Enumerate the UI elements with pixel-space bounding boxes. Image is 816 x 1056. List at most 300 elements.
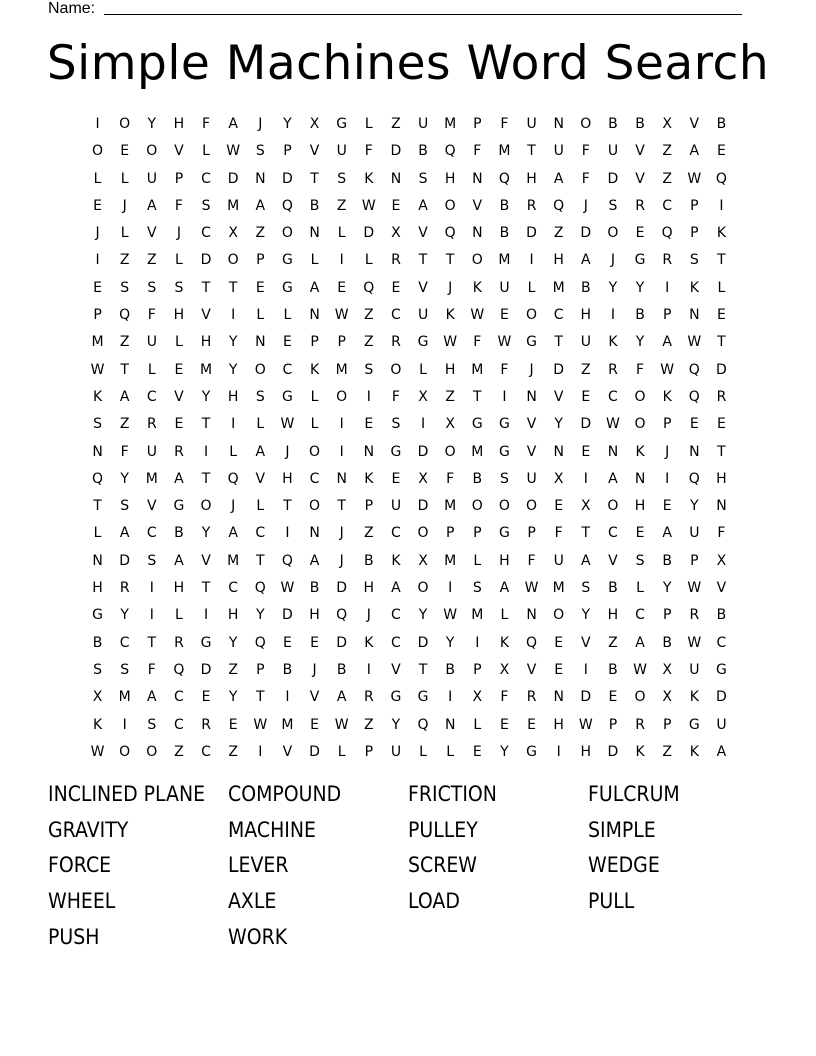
grid-letter: Z xyxy=(336,197,347,214)
grid-letter: N xyxy=(689,443,700,460)
grid-letter: P xyxy=(93,307,102,324)
grid-letter: H xyxy=(173,116,185,132)
grid-letter: F xyxy=(174,197,183,214)
grid-letter: J xyxy=(339,552,344,569)
grid-letter: I xyxy=(502,388,507,405)
grid-row xyxy=(84,469,735,496)
grid-letter: K xyxy=(364,470,374,487)
grid-letter: K xyxy=(689,279,699,296)
grid-letter: C xyxy=(146,525,157,542)
grid-letter: X xyxy=(309,116,320,132)
grid-letter: N xyxy=(255,334,266,351)
grid-letter: W xyxy=(361,197,376,214)
grid-letter: T xyxy=(93,498,102,515)
grid-letter: H xyxy=(444,361,456,378)
grid-letter: P xyxy=(174,170,184,187)
grid-letter: S xyxy=(418,170,428,187)
grid-letter: Z xyxy=(364,307,374,324)
word-list-item: FULCRUM xyxy=(588,782,680,806)
grid-letter: Q xyxy=(688,361,700,378)
grid-letter: P xyxy=(256,252,265,269)
grid-letter: V xyxy=(526,443,537,460)
grid-letter: D xyxy=(580,416,592,433)
grid-letter: W xyxy=(334,716,349,733)
grid-letter: O xyxy=(471,252,483,269)
grid-letter: P xyxy=(527,525,536,542)
grid-letter: E xyxy=(310,716,319,733)
grid-letter: U xyxy=(526,116,537,132)
grid-letter: A xyxy=(119,525,130,542)
grid-letter: K xyxy=(635,443,645,460)
grid-letter: O xyxy=(634,689,646,706)
grid-row xyxy=(84,687,735,714)
grid-letter: L xyxy=(527,279,536,296)
grid-letter: Z xyxy=(119,252,130,269)
word-list-item: FORCE xyxy=(48,853,112,878)
grid-letter: G xyxy=(200,634,212,651)
grid-letter: A xyxy=(553,170,564,187)
grid-letter: E xyxy=(93,197,102,214)
grid-letter: Z xyxy=(391,116,401,132)
grid-letter: K xyxy=(689,743,699,760)
grid-letter: O xyxy=(471,498,483,515)
grid-letter: F xyxy=(473,143,482,160)
grid-letter: U xyxy=(146,170,157,187)
grid-letter: Y xyxy=(120,607,129,624)
grid-letter: M xyxy=(227,197,240,214)
word-list-item: LOAD xyxy=(408,889,460,914)
grid-letter: K xyxy=(608,334,618,351)
grid-letter: B xyxy=(336,661,347,678)
grid-letter: Q xyxy=(498,170,510,187)
grid-letter: P xyxy=(690,225,699,242)
grid-letter: W xyxy=(334,307,349,324)
word-list-item: LEVER xyxy=(228,853,289,878)
grid-letter: W xyxy=(687,634,702,651)
grid-letter: K xyxy=(689,689,699,706)
grid-letter: M xyxy=(471,607,484,624)
grid-letter: Y xyxy=(635,279,645,296)
grid-letter: H xyxy=(526,170,537,187)
grid-letter: Q xyxy=(526,634,538,651)
grid-letter: G xyxy=(526,334,537,351)
grid-letter: H xyxy=(580,307,592,324)
grid-letter: P xyxy=(473,116,482,132)
grid-letter: M xyxy=(444,116,457,132)
grid-letter: L xyxy=(120,225,129,242)
grid-letter: F xyxy=(446,470,455,487)
grid-letter: Q xyxy=(553,197,565,214)
grid-letter: J xyxy=(665,443,670,460)
grid-letter: H xyxy=(363,580,375,597)
letter-grid xyxy=(84,114,735,769)
grid-letter: Y xyxy=(147,116,157,132)
grid-letter: E xyxy=(391,470,401,487)
grid-letter: L xyxy=(256,307,265,324)
grid-letter: Z xyxy=(662,170,672,187)
grid-letter: O xyxy=(390,361,402,378)
grid-letter: B xyxy=(499,225,510,242)
grid-letter: L xyxy=(93,525,102,542)
grid-letter: L xyxy=(256,498,265,515)
grid-letter: G xyxy=(417,334,429,351)
grid-row xyxy=(84,551,735,578)
grid-letter: E xyxy=(581,388,591,405)
grid-letter: O xyxy=(119,743,131,760)
grid-letter: I xyxy=(339,416,344,433)
grid-letter: E xyxy=(174,361,184,378)
grid-letter: O xyxy=(309,498,321,515)
grid-letter: D xyxy=(417,498,429,515)
grid-letter: Q xyxy=(281,552,293,569)
grid-letter: I xyxy=(285,525,290,542)
grid-letter: P xyxy=(662,716,672,733)
grid-letter: E xyxy=(310,634,319,651)
grid-letter: T xyxy=(717,334,726,351)
word-list-item: WHEEL xyxy=(48,889,116,914)
grid-letter: Z xyxy=(581,361,591,378)
grid-letter: O xyxy=(444,197,456,214)
grid-letter: S xyxy=(472,580,482,597)
grid-letter: S xyxy=(499,470,509,487)
grid-letter: R xyxy=(363,689,374,706)
grid-letter: U xyxy=(417,116,429,132)
grid-letter: M xyxy=(145,470,158,487)
grid-letter: A xyxy=(418,197,428,214)
grid-letter: S xyxy=(255,388,265,405)
grid-letter: W xyxy=(280,580,295,597)
grid-letter: Y xyxy=(228,634,238,651)
grid-letter: Z xyxy=(608,634,618,651)
grid-letter: Y xyxy=(228,361,238,378)
grid-row xyxy=(84,305,735,332)
grid-letter: A xyxy=(309,279,320,296)
grid-row xyxy=(84,578,735,605)
grid-letter: O xyxy=(146,743,158,760)
grid-letter: P xyxy=(310,334,319,351)
grid-letter: P xyxy=(337,334,346,351)
grid-letter: D xyxy=(309,743,320,760)
grid-letter: A xyxy=(499,580,510,597)
grid-letter: I xyxy=(665,279,670,296)
grid-letter: F xyxy=(500,361,509,378)
grid-letter: W xyxy=(633,661,647,678)
grid-letter: B xyxy=(716,607,727,624)
grid-letter: H xyxy=(499,552,510,569)
grid-letter: L xyxy=(229,443,238,460)
grid-letter: F xyxy=(581,170,590,187)
grid-row xyxy=(84,223,735,250)
grid-letter: T xyxy=(581,525,591,542)
grid-letter: C xyxy=(608,525,618,542)
grid-letter: H xyxy=(173,580,185,597)
grid-letter: N xyxy=(390,170,402,187)
grid-letter: E xyxy=(581,443,591,460)
grid-letter: H xyxy=(92,580,103,597)
grid-letter: R xyxy=(635,716,645,733)
grid-letter: V xyxy=(553,388,564,405)
grid-letter: E xyxy=(228,716,238,733)
grid-letter: A xyxy=(228,116,238,132)
grid-letter: G xyxy=(688,716,700,733)
grid-row xyxy=(84,442,735,469)
grid-row xyxy=(84,360,735,387)
grid-letter: B xyxy=(662,552,672,569)
grid-letter: S xyxy=(147,552,157,569)
grid-letter: V xyxy=(635,170,645,187)
grid-letter: N xyxy=(472,170,483,187)
grid-letter: T xyxy=(228,279,238,296)
grid-letter: W xyxy=(90,361,105,378)
grid-letter: E xyxy=(500,716,509,733)
grid-row xyxy=(84,715,735,742)
grid-letter: S xyxy=(689,252,699,269)
grid-letter: Q xyxy=(227,470,239,487)
grid-letter: H xyxy=(553,716,564,733)
grid-letter: Y xyxy=(608,279,618,296)
grid-letter: D xyxy=(227,170,239,187)
grid-letter: I xyxy=(149,607,154,624)
grid-letter: O xyxy=(580,116,592,132)
grid-letter: E xyxy=(717,143,726,160)
grid-letter: C xyxy=(201,743,211,760)
grid-letter: N xyxy=(553,443,564,460)
grid-letter: O xyxy=(309,443,321,460)
grid-letter: Z xyxy=(255,225,266,242)
grid-letter: B xyxy=(92,634,103,651)
grid-letter: Q xyxy=(173,661,185,678)
grid-letter: Z xyxy=(662,143,672,160)
grid-letter: Q xyxy=(688,470,700,487)
grid-letter: R xyxy=(174,634,184,651)
grid-letter: O xyxy=(634,388,646,405)
grid-letter: D xyxy=(716,361,727,378)
grid-row xyxy=(84,660,735,687)
grid-letter: B xyxy=(635,307,645,324)
grid-letter: D xyxy=(336,580,348,597)
grid-letter: J xyxy=(610,252,615,269)
grid-letter: T xyxy=(201,580,211,597)
grid-letter: I xyxy=(285,689,290,706)
grid-letter: Q xyxy=(688,388,700,405)
grid-letter: U xyxy=(499,279,510,296)
grid-letter: O xyxy=(200,498,212,515)
grid-letter: D xyxy=(363,225,375,242)
grid-letter: I xyxy=(122,716,127,733)
grid-letter: H xyxy=(309,607,320,624)
grid-letter: O xyxy=(607,225,619,242)
grid-letter: L xyxy=(310,416,319,433)
grid-letter: T xyxy=(147,634,157,651)
grid-letter: X xyxy=(662,661,672,678)
grid-letter: Z xyxy=(445,388,455,405)
grid-letter: S xyxy=(93,416,102,433)
grid-letter: W xyxy=(687,580,702,597)
grid-letter: F xyxy=(636,361,645,378)
grid-letter: L xyxy=(175,334,183,351)
grid-letter: J xyxy=(529,361,534,378)
grid-letter: S xyxy=(635,552,645,569)
grid-letter: G xyxy=(92,607,103,624)
grid-letter: U xyxy=(689,525,700,542)
grid-letter: K xyxy=(364,170,374,187)
grid-letter: A xyxy=(147,689,157,706)
grid-letter: Y xyxy=(554,416,563,433)
grid-letter: K xyxy=(92,716,103,733)
grid-letter: O xyxy=(607,498,619,515)
grid-letter: Q xyxy=(363,279,375,296)
grid-letter: C xyxy=(608,388,618,405)
grid-letter: I xyxy=(203,443,209,460)
grid-letter: Z xyxy=(364,334,374,351)
grid-letter: D xyxy=(580,225,592,242)
grid-letter: Z xyxy=(174,743,184,760)
grid-letter: W xyxy=(470,307,485,324)
grid-letter: B xyxy=(364,552,374,569)
grid-letter: B xyxy=(174,525,184,542)
grid-letter: Q xyxy=(715,170,727,187)
grid-letter: S xyxy=(255,143,265,160)
word-list-item: WEDGE xyxy=(588,853,660,878)
grid-letter: L xyxy=(202,143,210,160)
grid-letter: T xyxy=(201,416,211,433)
grid-letter: B xyxy=(716,116,727,132)
grid-letter: F xyxy=(500,116,509,132)
grid-letter: H xyxy=(200,334,212,351)
word-list-item: PULL xyxy=(588,889,635,914)
grid-letter: R xyxy=(391,252,401,269)
grid-letter: I xyxy=(149,580,154,597)
grid-letter: A xyxy=(391,580,401,597)
grid-letter: S xyxy=(120,279,130,296)
grid-letter: I xyxy=(231,416,236,433)
grid-letter: N xyxy=(309,307,320,324)
grid-letter: Q xyxy=(254,634,266,651)
grid-letter: N xyxy=(553,689,564,706)
word-list-item: WORK xyxy=(228,924,288,949)
grid-letter: V xyxy=(391,661,401,678)
grid-letter: T xyxy=(256,689,265,706)
grid-letter: L xyxy=(364,252,373,269)
grid-letter: F xyxy=(554,525,563,542)
grid-letter: E xyxy=(201,689,211,706)
grid-letter: L xyxy=(419,743,427,760)
grid-letter: Z xyxy=(228,743,238,760)
grid-letter: J xyxy=(258,116,263,132)
page-title: Simple Machines Word Search xyxy=(46,36,770,91)
grid-letter: A xyxy=(255,443,266,460)
grid-letter: E xyxy=(255,279,265,296)
grid-letter: M xyxy=(227,552,240,569)
grid-letter: W xyxy=(578,716,593,733)
grid-letter: R xyxy=(201,716,211,733)
grid-letter: C xyxy=(635,607,645,624)
grid-letter: X xyxy=(553,470,564,487)
grid-letter: X xyxy=(418,552,428,569)
grid-letter: O xyxy=(254,361,266,378)
grid-letter: D xyxy=(282,607,293,624)
grid-letter: W xyxy=(660,361,675,378)
grid-letter: B xyxy=(608,580,618,597)
grid-letter: B xyxy=(581,279,591,296)
grid-letter: E xyxy=(554,634,564,651)
grid-letter: K xyxy=(472,279,482,296)
grid-letter: W xyxy=(90,743,105,760)
grid-letter: V xyxy=(201,307,211,324)
word-list-item: INCLINED PLANE xyxy=(48,782,206,806)
grid-letter: I xyxy=(366,661,371,678)
grid-letter: A xyxy=(689,143,700,160)
grid-letter: P xyxy=(364,743,374,760)
grid-letter: A xyxy=(309,552,320,569)
word-list-item: GRAVITY xyxy=(48,817,129,842)
grid-letter: I xyxy=(448,689,453,706)
grid-letter: F xyxy=(581,143,590,160)
grid-letter: D xyxy=(716,689,727,706)
grid-letter: I xyxy=(583,661,588,678)
grid-letter: G xyxy=(282,252,293,269)
grid-letter: L xyxy=(337,225,346,242)
grid-letter: L xyxy=(310,388,319,405)
grid-letter: S xyxy=(147,716,157,733)
grid-letter: D xyxy=(119,552,131,569)
grid-letter: E xyxy=(554,661,564,678)
grid-letter: F xyxy=(500,689,509,706)
grid-letter: O xyxy=(146,143,158,160)
grid-letter: Z xyxy=(119,416,130,433)
grid-letter: U xyxy=(689,661,700,678)
grid-letter: F xyxy=(120,443,129,460)
grid-letter: G xyxy=(499,525,510,542)
grid-letter: T xyxy=(554,334,563,351)
grid-letter: Z xyxy=(364,525,374,542)
grid-letter: F xyxy=(527,552,536,569)
grid-letter: X xyxy=(472,689,483,706)
grid-letter: W xyxy=(280,416,295,433)
grid-letter: V xyxy=(147,225,157,242)
grid-letter: H xyxy=(227,607,239,624)
grid-letter: Q xyxy=(119,307,131,324)
grid-letter: E xyxy=(527,716,536,733)
grid-letter: Z xyxy=(662,743,672,760)
grid-letter: C xyxy=(201,170,211,187)
grid-letter: P xyxy=(662,607,672,624)
grid-letter: U xyxy=(336,143,347,160)
grid-letter: A xyxy=(174,470,184,487)
grid-letter: B xyxy=(472,470,483,487)
grid-letter: G xyxy=(634,252,646,269)
grid-letter: N xyxy=(553,116,564,132)
grid-letter: L xyxy=(473,716,482,733)
grid-letter: H xyxy=(227,388,239,405)
grid-letter: G xyxy=(471,416,483,433)
grid-letter: Q xyxy=(661,225,673,242)
grid-letter: B xyxy=(309,197,320,214)
grid-letter: W xyxy=(253,716,268,733)
grid-row xyxy=(84,496,735,523)
grid-letter: B xyxy=(635,116,645,132)
grid-letter: P xyxy=(690,552,699,569)
grid-letter: N xyxy=(472,225,483,242)
grid-letter: E xyxy=(689,416,699,433)
grid-letter: E xyxy=(120,143,130,160)
grid-letter: L xyxy=(473,552,482,569)
grid-letter: D xyxy=(200,661,212,678)
grid-letter: V xyxy=(174,143,184,160)
grid-letter: Y xyxy=(201,388,211,405)
grid-letter: V xyxy=(472,197,483,214)
grid-letter: L xyxy=(175,252,183,269)
